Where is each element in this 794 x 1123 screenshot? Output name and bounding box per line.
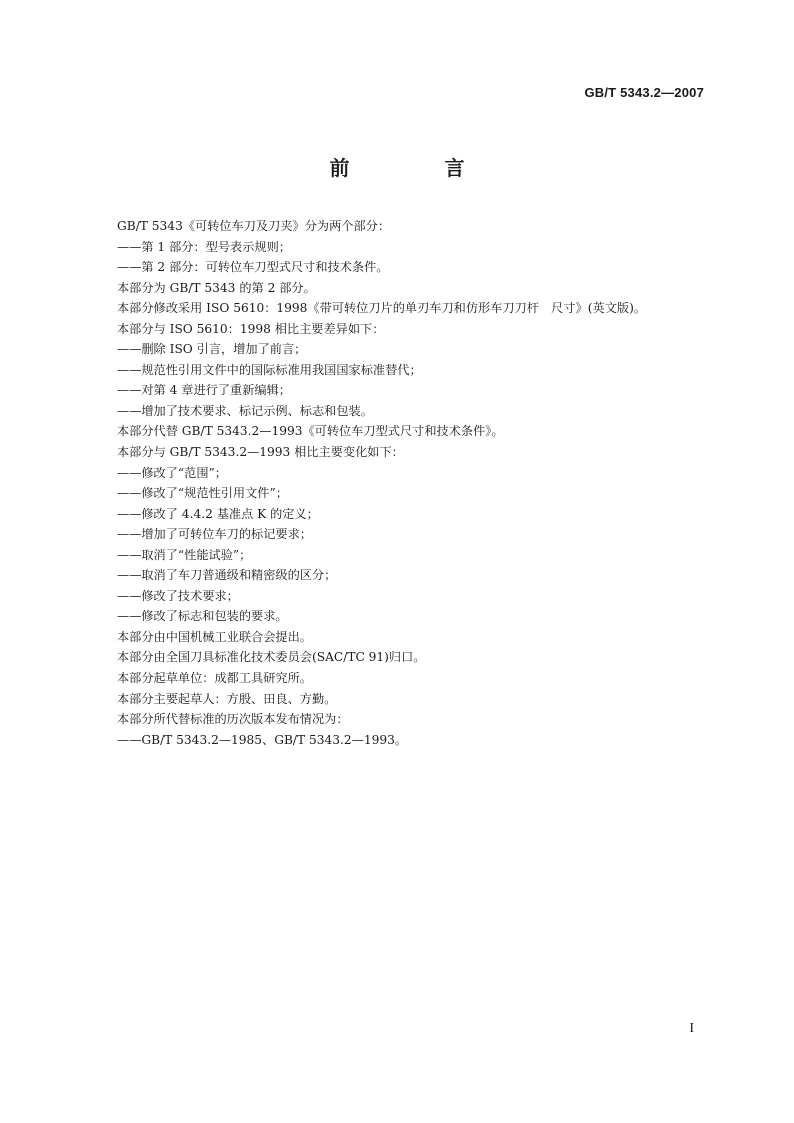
- text-line: ——增加了技术要求、标记示例、标志和包装。: [117, 403, 373, 418]
- text-line: 本部分所代替标准的历次版本发布情况为：: [117, 712, 349, 727]
- text-line: 本部分由全国刀具标准化技术委员会(SAC/TC 91)归口。: [117, 650, 426, 665]
- text-line: ——第 2 部分：可转位车刀型式尺寸和技术条件。: [117, 260, 389, 275]
- text-line: 本部分起草单位：成都工具研究所。: [117, 671, 312, 686]
- text-line: ——修改了“范围”；: [117, 465, 227, 480]
- text-line: 本部分代替 GB/T 5343.2—1993《可转位车刀型式尺寸和技术条件》。: [117, 424, 504, 439]
- text-line: 本部分修改采用 ISO 5610：1998《带可转位刀片的单刃车刀和仿形车刀刀杆 尺寸》(英文版)。: [117, 301, 647, 316]
- text-line: 本部分与 ISO 5610：1998 相比主要差异如下：: [117, 321, 385, 336]
- text-line: 本部分由中国机械工业联合会提出。: [117, 629, 312, 644]
- text-line: ——增加了可转位车刀的标记要求；: [117, 527, 312, 542]
- page-number: I: [689, 1021, 694, 1036]
- page-title: 前 言: [329, 156, 509, 180]
- text-line: 本部分主要起草人：方殷、田良、方勤。: [117, 691, 337, 706]
- text-line: ——取消了“性能试验”；: [117, 547, 252, 562]
- text-line: 本部分为 GB/T 5343 的第 2 部分。: [117, 280, 316, 295]
- text-line: ——修改了标志和包装的要求。: [117, 609, 288, 624]
- text-line: ——规范性引用文件中的国际标准用我国国家标准替代；: [117, 362, 422, 377]
- text-line: ——取消了车刀普通级和精密级的区分；: [117, 568, 337, 583]
- text-line: ——删除 ISO 引言，增加了前言；: [117, 342, 307, 357]
- document-number: GB/T 5343.2—2007: [584, 85, 704, 100]
- body-text: [117, 216, 717, 750]
- text-line: ——GB/T 5343.2—1985、GB/T 5343.2—1993。: [117, 732, 408, 747]
- text-line: ——对第 4 章进行了重新编辑；: [117, 383, 291, 398]
- text-line: 本部分与 GB/T 5343.2—1993 相比主要变化如下：: [117, 445, 404, 460]
- text-line: ——修改了技术要求；: [117, 588, 239, 603]
- text-line: ——修改了“规范性引用文件”；: [117, 486, 288, 501]
- text-line: ——第 1 部分：型号表示规则；: [117, 239, 291, 254]
- text-line: ——修改了 4.4.2 基准点 K 的定义；: [117, 506, 319, 521]
- text-line: GB/T 5343《可转位车刀及刀夹》分为两个部分：: [117, 219, 391, 233]
